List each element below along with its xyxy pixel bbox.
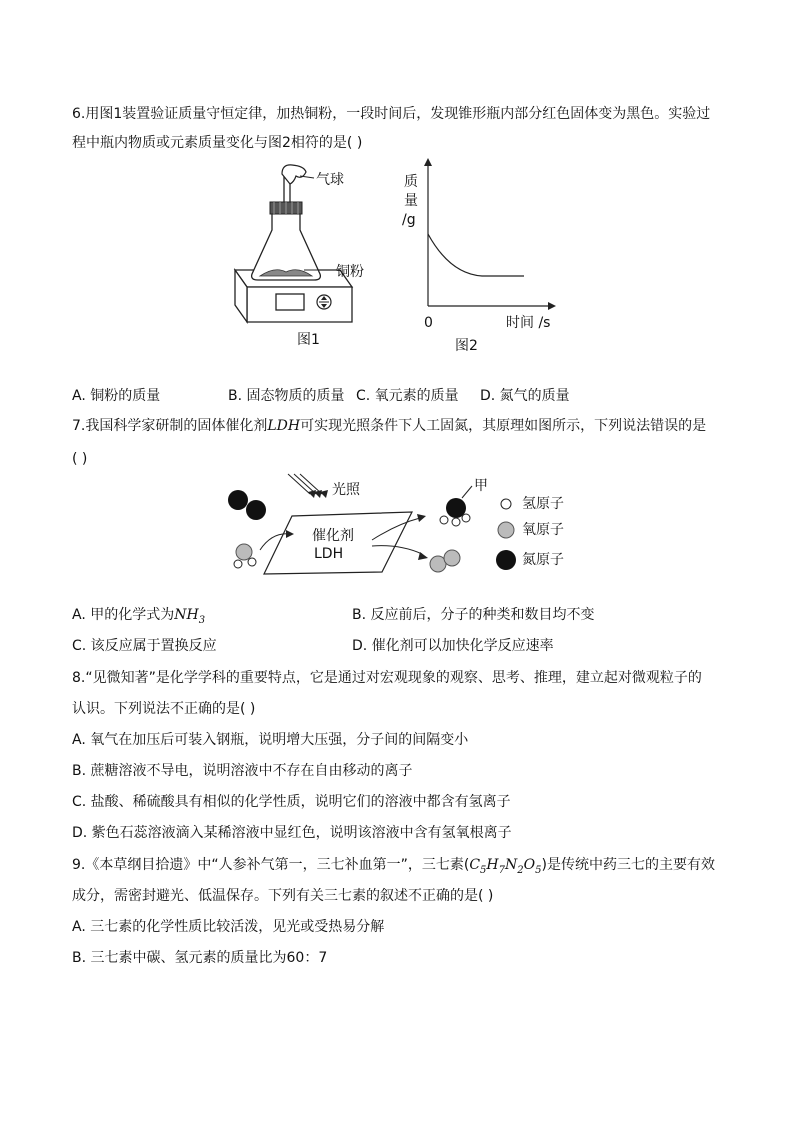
q6-option-b: B. 固态物质的质量 (228, 388, 345, 404)
q7-option-a (72, 605, 205, 631)
q7-option-c: C. 该反应属于置换反应 (72, 638, 217, 654)
q7-option-b: B. 反应前后，分子的种类和数目均不变 (352, 607, 595, 623)
q7-jia-label: 甲 (474, 478, 488, 494)
q9-formula: $C_5H_7N_2O_5$ (469, 857, 542, 876)
fig2-caption: 图2 (455, 338, 478, 354)
fig1-powder-label: 铜粉 (336, 264, 364, 280)
fig2-xlabel: 时间 /s (506, 315, 551, 331)
q8-option-d: D. 紫色石蕊溶液滴入某稀溶液中显红色，说明该溶液中含有氢氧根离子 (72, 825, 512, 841)
q7-catalyst-label: 催化剂 (312, 528, 354, 544)
q6-stem-line1: 6.用图1装置验证质量守恒定律，加热铜粉，一段时间后，发现锥形瓶内部分红色固体变为黑色。实验过 (72, 106, 711, 122)
q6-option-a: A. 铜粉的质量 (72, 388, 161, 404)
q9-option-a: A. 三七素的化学性质比较活泼，见光或受热易分解 (72, 919, 385, 935)
fig2-ylabel-2: 量 (404, 193, 418, 209)
fig2-ylabel-3: /g (402, 212, 416, 228)
q8-stem-line2: 认识。下列说法不正确的是( ) (72, 701, 256, 717)
q7-legend-oxygen: 氧原子 (522, 522, 564, 538)
q9-stem-line1 (72, 855, 715, 881)
q7-option-a-text: A. 甲的化学式为 (72, 607, 175, 623)
q7-option-d: D. 催化剂可以加快化学反应速率 (352, 638, 554, 654)
q9-stem-part2: )是传统中药三七的主要有效 (541, 857, 715, 873)
q6-figure1-apparatus (230, 162, 370, 354)
q8-option-c: C. 盐酸、稀硫酸具有相似的化学性质，说明它们的溶液中都含有氢离子 (72, 794, 511, 810)
q6-option-c: C. 氧元素的质量 (356, 388, 459, 404)
q7-stem-part2: 可实现光照条件下人工固氮，其原理如图所示，下列说法错误的是 (300, 418, 707, 434)
fig1-balloon-label: 气球 (316, 172, 344, 188)
q7-option-a-subscript: 3 (198, 614, 206, 626)
fig2-ylabel-1: 质 (404, 174, 418, 190)
q7-legend-nitrogen: 氮原子 (522, 552, 564, 568)
q7-ldh-italic: LDH (267, 418, 301, 434)
q6-figure2-graph (420, 156, 560, 316)
q7-light-label: 光照 (332, 482, 360, 498)
q9-option-b: B. 三七素中碳、氢元素的质量比为60：7 (72, 950, 328, 966)
q7-stem-line2: ( ) (72, 451, 88, 467)
q7-stem-line1 (72, 416, 706, 436)
q8-stem-line1: 8.“见微知著”是化学学科的重要特点，它是通过对宏观现象的观察、思考、推理，建立起对微观粒子的 (72, 670, 702, 686)
q7-ldh-label: LDH (314, 546, 344, 562)
q7-stem-part1: 7.我国科学家研制的固体催化剂 (72, 418, 268, 434)
fig1-caption: 图1 (297, 332, 320, 348)
q6-stem-line2: 程中瓶内物质或元素质量变化与图2相符的是( ) (72, 135, 363, 151)
q8-option-b: B. 蔗糖溶液不导电，说明溶液中不存在自由移动的离子 (72, 763, 413, 779)
q7-option-a-formula: NH (174, 607, 199, 623)
q7-legend-hydrogen: 氢原子 (522, 496, 564, 512)
q8-option-a: A. 氧气在加压后可装入钢瓶，说明增大压强，分子间的间隔变小 (72, 732, 469, 748)
q6-option-d: D. 氮气的质量 (480, 388, 570, 404)
fig2-origin: 0 (424, 315, 433, 331)
q9-stem-part1: 9.《本草纲目拾遗》中“人参补气第一，三七补血第一”，三七素( (72, 857, 470, 873)
q9-stem-line2: 成分，需密封避光、低温保存。下列有关三七素的叙述不正确的是( ) (72, 888, 494, 904)
